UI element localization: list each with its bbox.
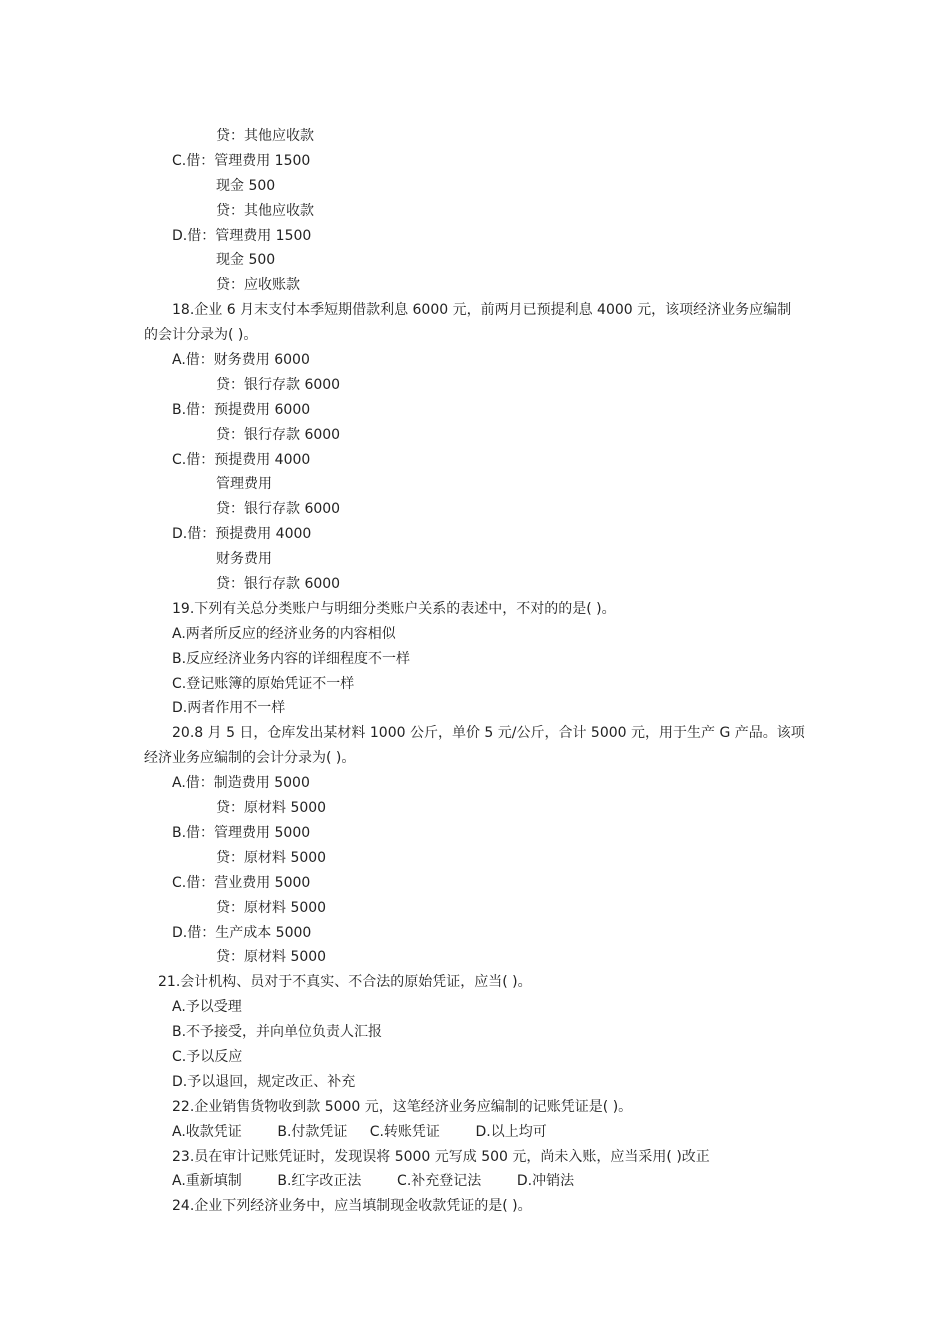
- text-line: D.借：生产成本 5000: [172, 924, 312, 941]
- text-line: A.重新填制 B.红字改正法 C.补充登记法 D.冲销法: [172, 1173, 575, 1190]
- text-line: 21.会计机构、员对于不真实、不合法的原始凭证，应当( )。: [158, 974, 532, 991]
- text-line: A.予以受理: [172, 999, 242, 1016]
- text-line: A.收款凭证 B.付款凭证 C.转账凭证 D.以上均可: [172, 1123, 547, 1140]
- text-line: C.借：管理费用 1500: [172, 152, 311, 169]
- text-line: 18.企业 6 月末支付本季短期借款利息 6000 元，前两月已预提利息 4000 元，该项经济业务应编制: [172, 302, 792, 319]
- text-line: 贷：其他应收款: [216, 202, 314, 219]
- text-line: 贷：应收账款: [216, 277, 300, 294]
- text-line: 贷：原材料 5000: [216, 800, 327, 817]
- text-line: 经济业务应编制的会计分录为( )。: [144, 750, 356, 767]
- text-line: B.反应经济业务内容的详细程度不一样: [172, 650, 411, 667]
- text-line: 贷：原材料 5000: [216, 899, 327, 916]
- text-line: 贷：银行存款 6000: [216, 576, 341, 593]
- text-line: C.予以反应: [172, 1048, 243, 1065]
- text-line: A.两者所反应的经济业务的内容相似: [172, 625, 396, 642]
- document-page: [0, 124, 950, 1219]
- text-line: C.借：预提费用 4000: [172, 451, 311, 468]
- text-line: D.两者作用不一样: [172, 700, 286, 717]
- text-line: 贷：银行存款 6000: [216, 426, 341, 443]
- text-line: 20.8 月 5 日，仓库发出某材料 1000 公斤，单价 5 元/公斤，合计 5000 元，用于生产 G 产品。该项: [172, 725, 805, 742]
- text-line: 现金 500: [216, 252, 276, 269]
- text-line: C.借：营业费用 5000: [172, 874, 311, 891]
- text-line: 财务费用: [216, 551, 272, 568]
- text-line: D.借：预提费用 4000: [172, 526, 312, 543]
- text-line: 贷：原材料 5000: [216, 849, 327, 866]
- text-line: 管理费用: [216, 476, 272, 493]
- text-line: C.登记账簿的原始凭证不一样: [172, 675, 355, 692]
- text-line: B.不予接受，并向单位负责人汇报: [172, 1024, 383, 1041]
- text-line: A.借：财务费用 6000: [172, 352, 310, 369]
- text-line: D.借：管理费用 1500: [172, 227, 312, 244]
- text-line: 贷：原材料 5000: [216, 949, 327, 966]
- text-line: 的会计分录为( )。: [144, 327, 258, 344]
- text-line: 19.下列有关总分类账户与明细分类账户关系的表述中，不对的的是( )。: [172, 600, 616, 617]
- text-line: D.予以退回，规定改正、补充: [172, 1073, 356, 1090]
- text-line: 贷：其他应收款: [216, 128, 314, 144]
- text-line: 贷：银行存款 6000: [216, 376, 341, 393]
- text-line: A.借：制造费用 5000: [172, 775, 310, 792]
- text-line: B.借：管理费用 5000: [172, 824, 311, 841]
- text-line: B.借：预提费用 6000: [172, 401, 311, 418]
- text-line: 贷：银行存款 6000: [216, 501, 341, 518]
- text-line: 23.员在审计记账凭证时，发现误将 5000 元写成 500 元，尚未入账，应当采用( )改正: [172, 1148, 710, 1165]
- text-line: 22.企业销售货物收到款 5000 元，这笔经济业务应编制的记账凭证是( )。: [172, 1098, 633, 1115]
- text-line: 24.企业下列经济业务中，应当填制现金收款凭证的是( )。: [172, 1198, 532, 1215]
- text-line: 现金 500: [216, 177, 276, 194]
